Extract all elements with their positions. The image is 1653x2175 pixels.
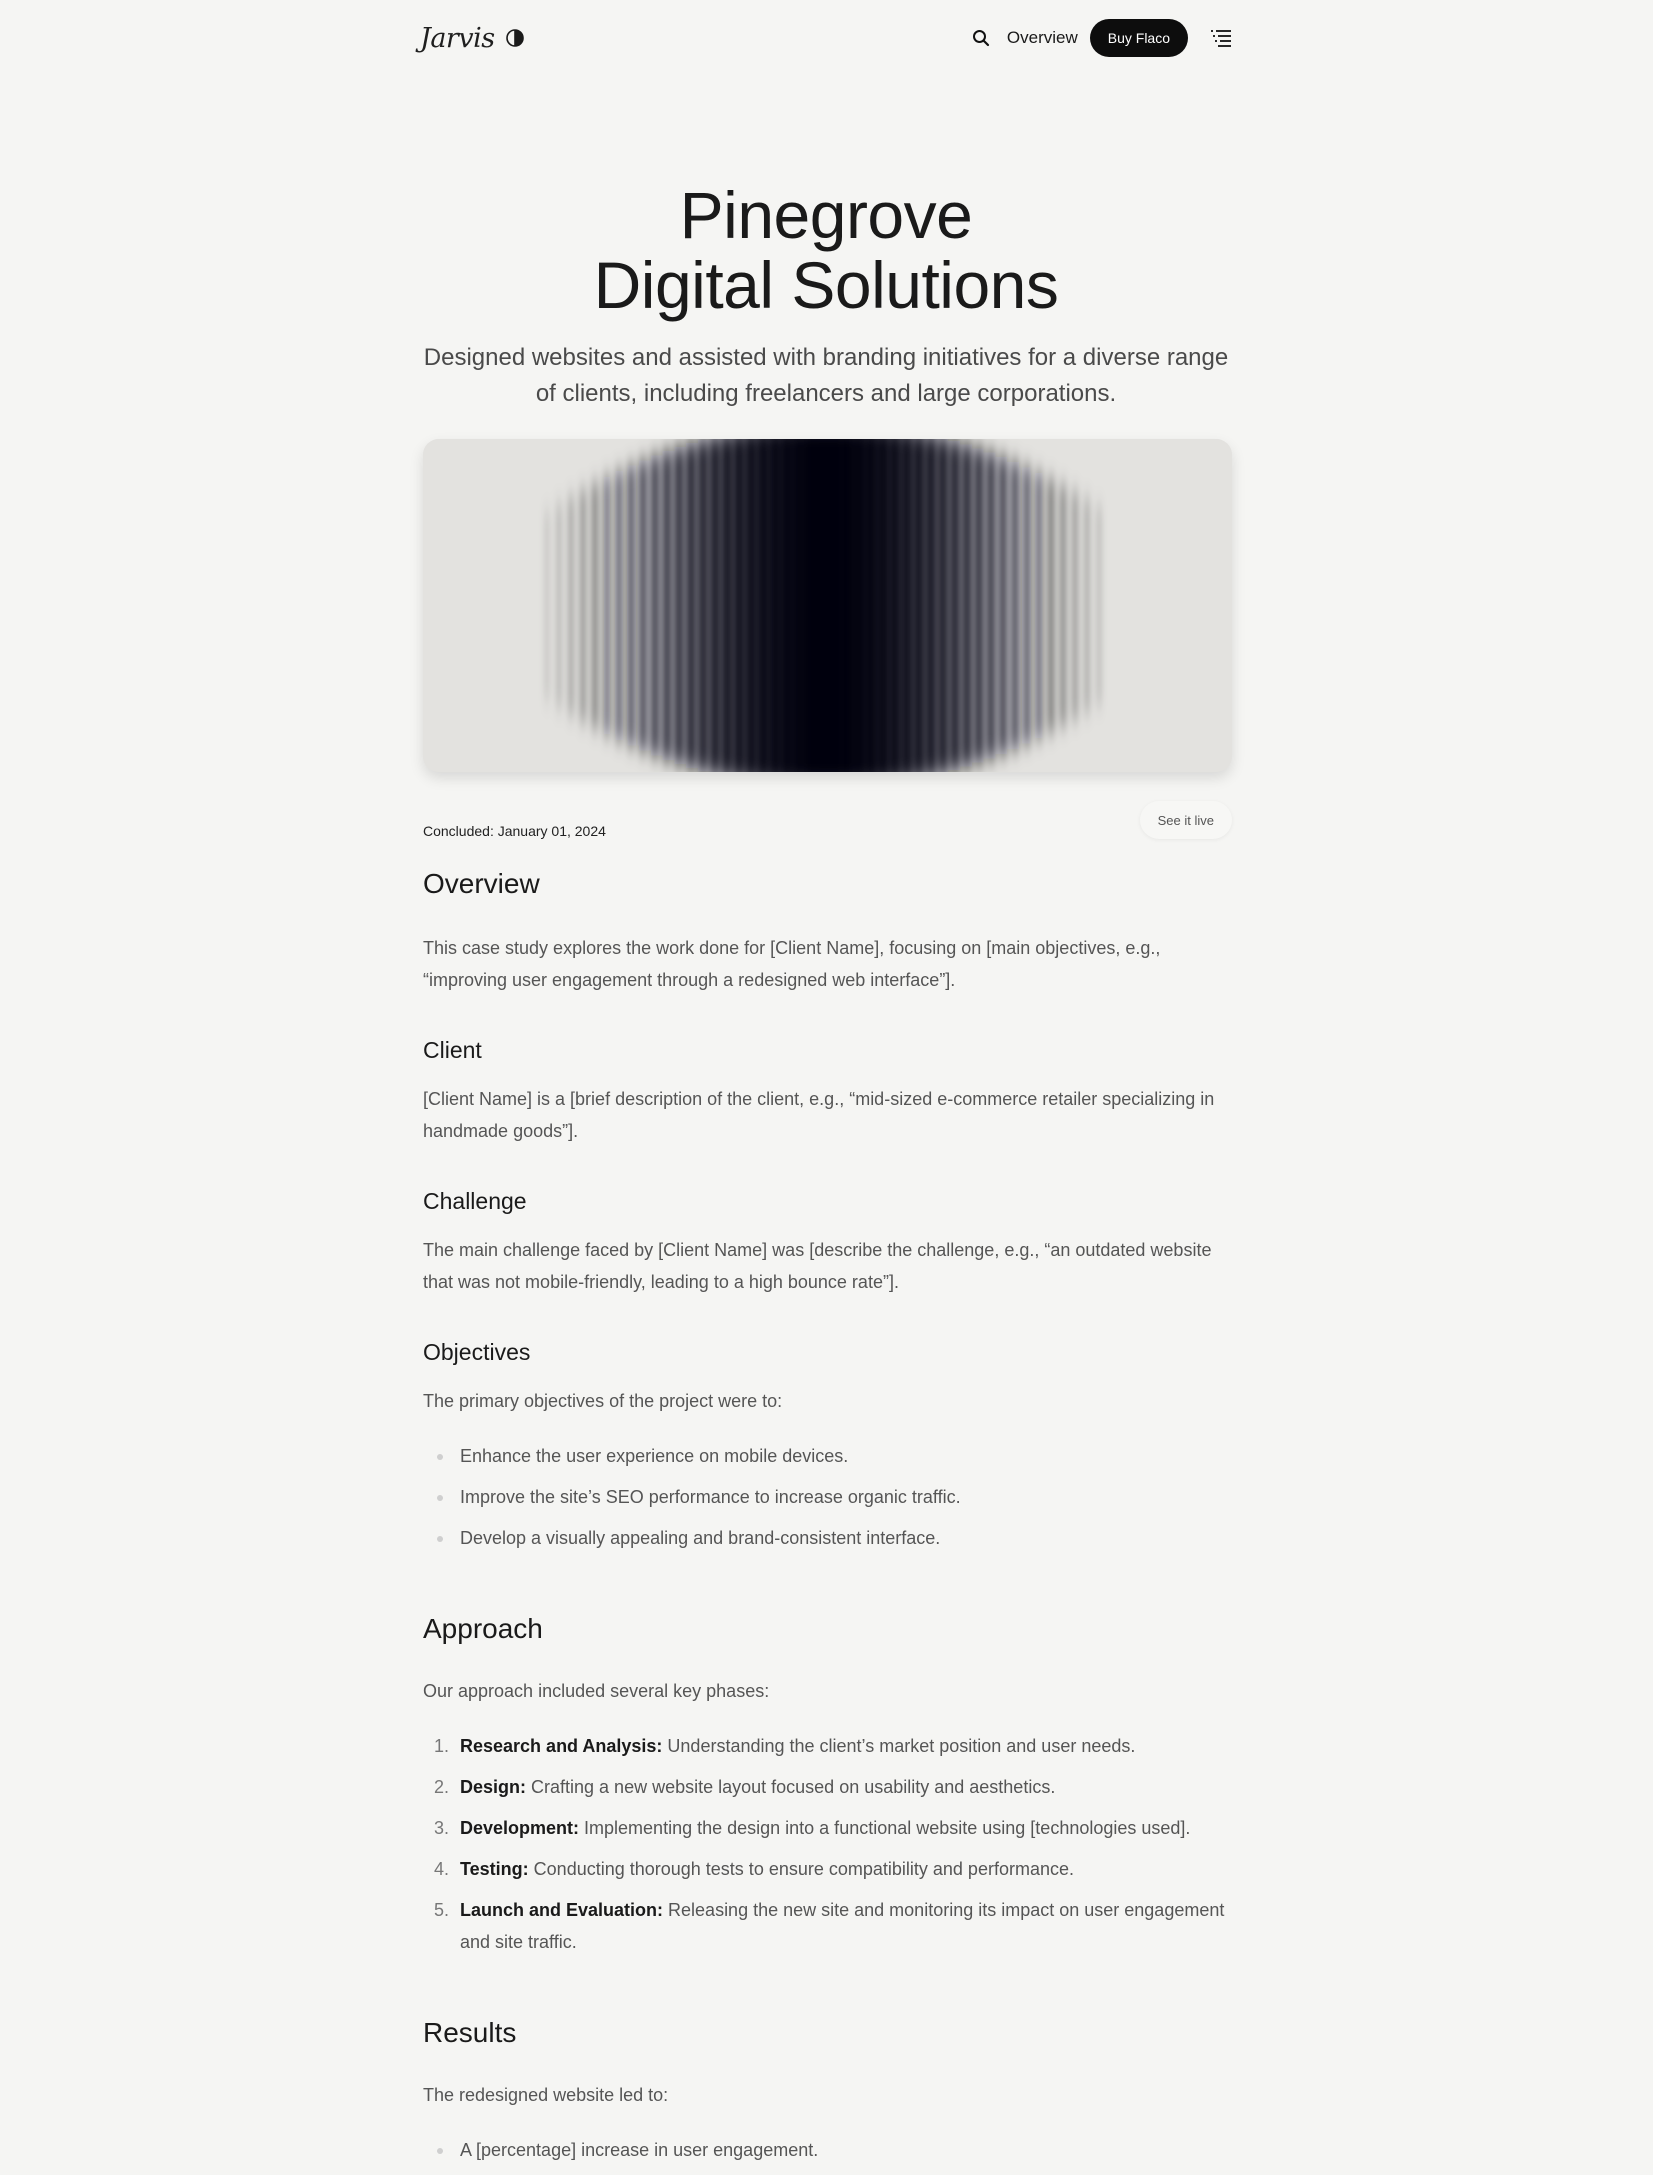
overview-text: This case study explores the work done for [Client Name], focusing on [main objectives, e.g., “improving user engagement through a redesigned web interface”]. bbox=[423, 938, 1161, 990]
logo[interactable]: Jarvis bbox=[420, 22, 495, 54]
nav-actions bbox=[971, 19, 1232, 57]
objectives-list-item: Develop a visually appealing and brand-consistent interface. bbox=[423, 1522, 1235, 1554]
title-line-2: Digital Solutions bbox=[593, 248, 1059, 322]
approach-list-item bbox=[423, 1853, 1235, 1885]
nav-overview-link[interactable]: Overview bbox=[1006, 28, 1078, 47]
approach-list-item bbox=[423, 1812, 1235, 1844]
item-label: Development: bbox=[460, 1818, 580, 1838]
menu-icon[interactable] bbox=[1210, 28, 1232, 48]
item-number: 5. bbox=[434, 1900, 450, 1920]
item-label: Launch and Evaluation: bbox=[460, 1900, 664, 1920]
title-line-1: Pinegrove bbox=[679, 178, 973, 252]
hero-image bbox=[423, 439, 1232, 772]
objectives-list bbox=[423, 1440, 1235, 1554]
theme-toggle-icon[interactable] bbox=[505, 28, 525, 48]
approach-list-item bbox=[423, 1730, 1235, 1762]
item-label: Research and Analysis: bbox=[460, 1736, 663, 1756]
approach-list-item bbox=[423, 1771, 1235, 1803]
search-icon[interactable] bbox=[971, 28, 991, 48]
see-it-live-button[interactable]: See it live bbox=[1140, 801, 1232, 839]
results-list bbox=[423, 2134, 1235, 2166]
brand bbox=[420, 23, 525, 54]
approach-list-item bbox=[423, 1894, 1235, 1958]
top-nav bbox=[420, 18, 1232, 58]
page-subtitle: Designed websites and assisted with branding initiatives for a diverse range of clients, including freelancers and large corporations. bbox=[423, 344, 1229, 407]
challenge-text: The main challenge faced by [Client Name] was [describe the challenge, e.g., “an outdated website that was not mobile-friendly, leading to a high bounce rate”]. bbox=[423, 1240, 1212, 1292]
results-list-item: A [percentage] increase in user engagement. bbox=[423, 2134, 1235, 2166]
item-text: Understanding the client’s market position and user needs. bbox=[662, 1736, 1136, 1756]
client-text: [Client Name] is a [brief description of the client, e.g., “mid-sized e-commerce retailer specializing in handmade goods”]. bbox=[423, 1089, 1215, 1141]
buy-button[interactable]: Buy Flaco bbox=[1090, 19, 1188, 57]
concluded-date: Concluded: January 01, 2024 bbox=[423, 823, 606, 839]
client-heading: Client bbox=[423, 1037, 482, 1063]
item-label: Testing: bbox=[460, 1859, 529, 1879]
page-title bbox=[420, 180, 1232, 320]
approach-heading: Approach bbox=[423, 1613, 543, 1644]
approach-intro: Our approach included several key phases: bbox=[423, 1681, 770, 1701]
results-intro: The redesigned website led to: bbox=[423, 2085, 669, 2105]
item-text: Releasing the new site and monitoring its impact on user engagement and site traffic. bbox=[460, 1900, 1225, 1952]
overview-heading: Overview bbox=[423, 868, 540, 899]
objectives-heading: Objectives bbox=[423, 1339, 531, 1365]
item-label: Design: bbox=[460, 1777, 527, 1797]
item-number: 4. bbox=[434, 1859, 450, 1879]
item-text: Implementing the design into a functional website using [technologies used]. bbox=[579, 1818, 1191, 1838]
item-number: 3. bbox=[434, 1818, 450, 1838]
challenge-heading: Challenge bbox=[423, 1188, 527, 1214]
project-meta bbox=[423, 800, 1232, 840]
objectives-intro: The primary objectives of the project were to: bbox=[423, 1391, 783, 1411]
item-number: 1. bbox=[434, 1736, 450, 1756]
objectives-list-item: Enhance the user experience on mobile devices. bbox=[423, 1440, 1235, 1472]
approach-list bbox=[423, 1730, 1235, 1958]
objectives-list-item: Improve the site’s SEO performance to increase organic traffic. bbox=[423, 1481, 1235, 1513]
item-number: 2. bbox=[434, 1777, 450, 1797]
item-text: Crafting a new website layout focused on usability and aesthetics. bbox=[526, 1777, 1056, 1797]
item-text: Conducting thorough tests to ensure compatibility and performance. bbox=[528, 1859, 1074, 1879]
results-heading: Results bbox=[423, 2017, 517, 2048]
